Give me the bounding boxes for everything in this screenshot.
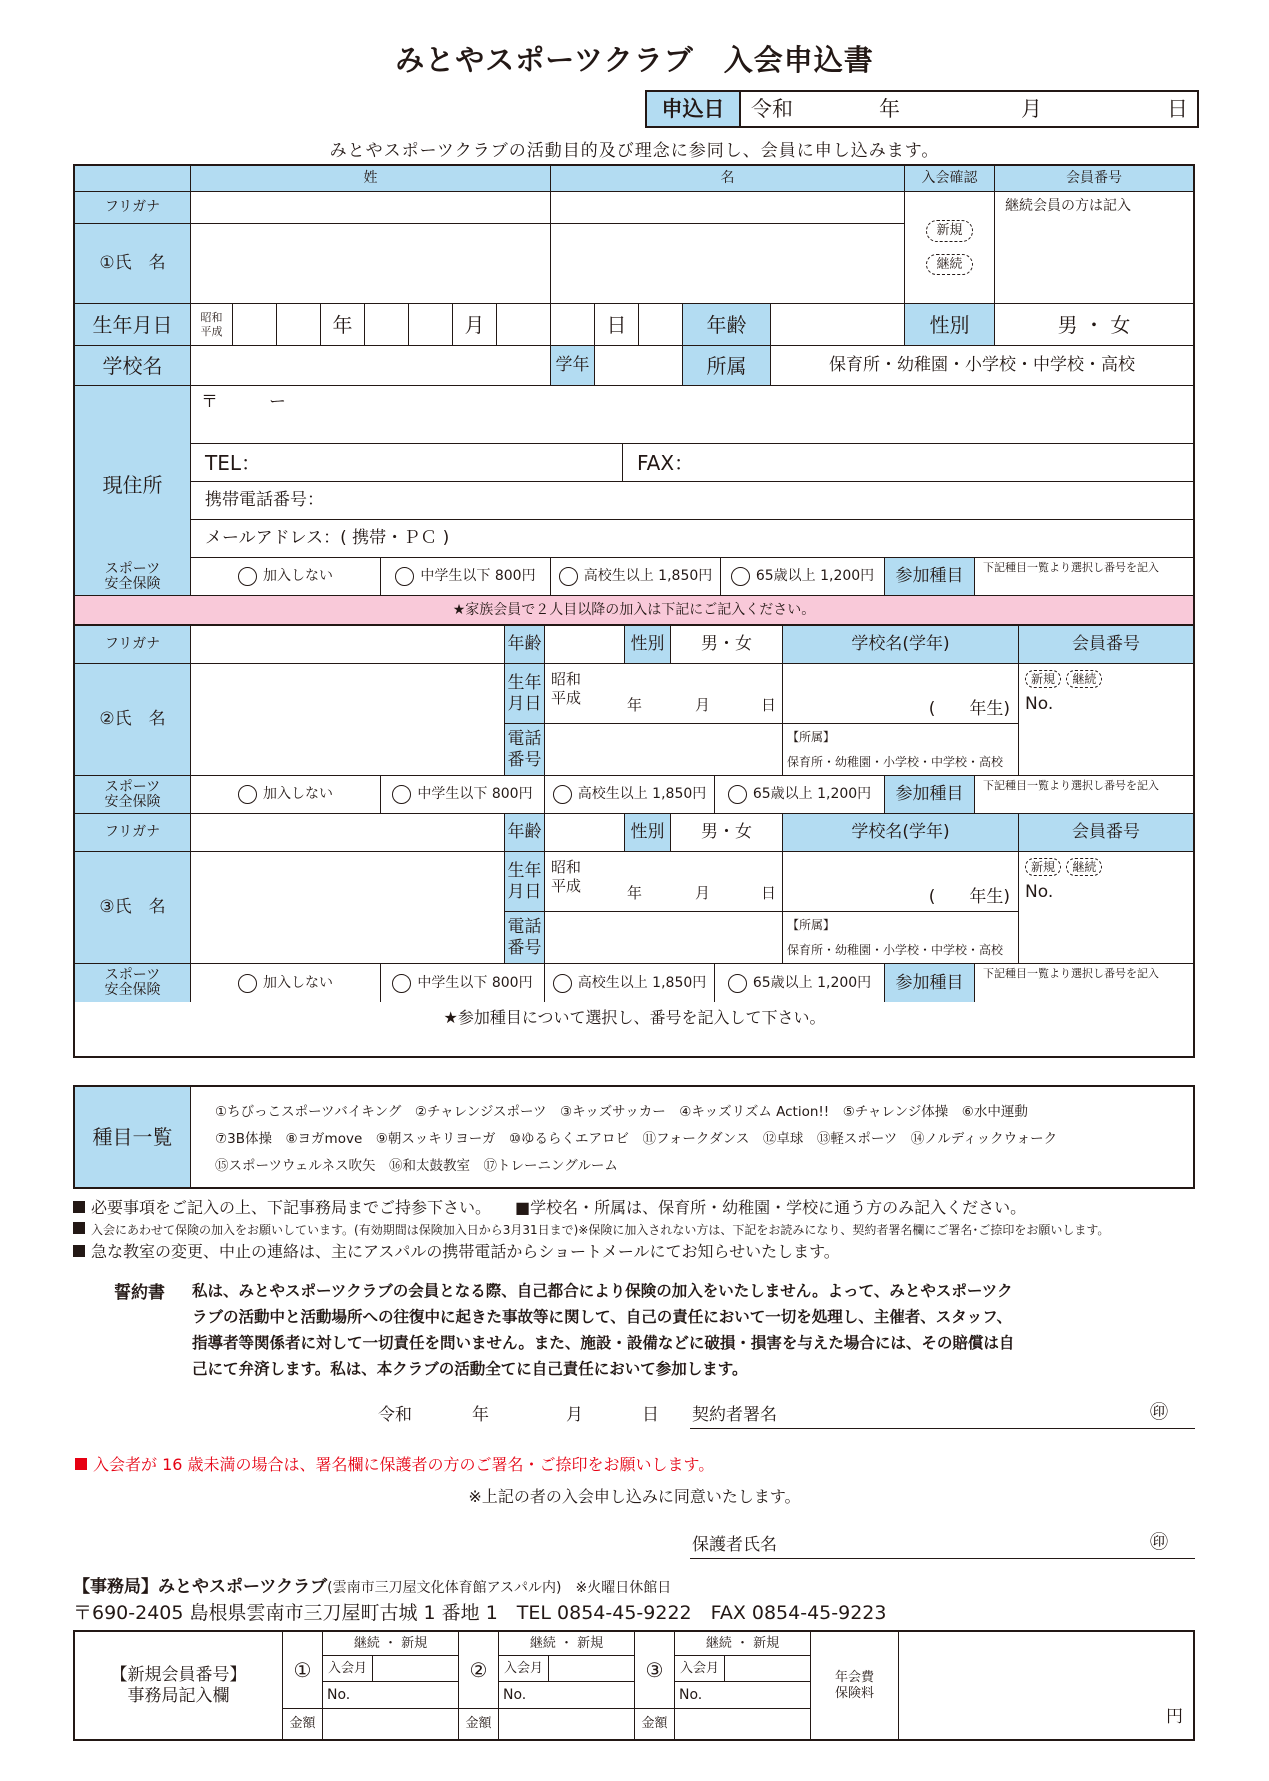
radio-icon bbox=[553, 785, 572, 804]
age-field-2[interactable] bbox=[545, 626, 625, 664]
address-label: 現住所 bbox=[75, 386, 191, 584]
office-no-1[interactable]: No. bbox=[323, 1682, 459, 1709]
guardian-label: 保護者氏名 bbox=[692, 1535, 777, 1555]
gender-choice-3[interactable]: 男・女 bbox=[671, 814, 783, 852]
minor-note: 入会者が 16 歳未満の場合は、署名欄に保護者の方のご署名・ご捺印をお願いします。 bbox=[75, 1452, 714, 1475]
office-join-field-1[interactable] bbox=[373, 1656, 459, 1682]
birth-day-digit[interactable] bbox=[497, 304, 551, 346]
office-cont-new-2[interactable]: 継続 ・ 新規 bbox=[499, 1632, 635, 1656]
birth-month-digit[interactable] bbox=[409, 304, 453, 346]
office-num-2: ② bbox=[459, 1632, 499, 1709]
office-table-title: 【新規会員番号】 事務局記入欄 bbox=[75, 1632, 283, 1739]
office-amount-field-1[interactable] bbox=[323, 1709, 459, 1739]
furigana-sei-field[interactable] bbox=[191, 192, 551, 224]
events-line: ⑮スポーツウェルネス吹矢 ⑯和太鼓教室 ⑰トレーニングルーム bbox=[215, 1158, 618, 1174]
era-cell: 昭和 平成 bbox=[191, 304, 233, 346]
square-bullet-icon bbox=[73, 1201, 85, 1213]
square-bullet-icon bbox=[73, 1222, 85, 1234]
radio-icon bbox=[238, 974, 257, 993]
birth-month-digit[interactable] bbox=[365, 304, 409, 346]
birth-year-unit: 年 bbox=[321, 304, 365, 346]
radio-icon bbox=[553, 974, 572, 993]
phone-field-3[interactable] bbox=[545, 912, 783, 964]
insurance-none-option-2[interactable]: 加入しない bbox=[191, 776, 381, 814]
office-num-3: ③ bbox=[635, 1632, 675, 1709]
member-no-label-2: 会員番号 bbox=[1019, 626, 1193, 664]
age-label: 年齢 bbox=[683, 304, 771, 346]
note-3: 急な教室の変更、中止の連絡は、主にアスパルの携帯電話からショートメールにてお知らせいたします。 bbox=[73, 1241, 1109, 1263]
insurance-senior-option-3[interactable]: 高校生以上 1,850円 bbox=[545, 964, 715, 1002]
gender-label-2: 性別 bbox=[625, 626, 671, 664]
radio-icon bbox=[392, 974, 411, 993]
office-cont-new-3[interactable]: 継続 ・ 新規 bbox=[675, 1632, 811, 1656]
sig-day: 日 bbox=[642, 1405, 659, 1425]
name-field-2[interactable] bbox=[191, 664, 505, 776]
insurance-junior-option[interactable]: 中学生以下 800円 bbox=[381, 558, 551, 596]
phone-field-2[interactable] bbox=[545, 724, 783, 776]
page-title: みとやスポーツクラブ 入会申込書 bbox=[395, 43, 874, 77]
office-amount-field-2[interactable] bbox=[499, 1709, 635, 1739]
school-label-3: 学校名(学年) bbox=[783, 814, 1019, 852]
gender-label: 性別 bbox=[905, 304, 995, 346]
insurance-none-option[interactable]: 加入しない bbox=[191, 558, 381, 596]
events-table bbox=[73, 1085, 1195, 1189]
notes bbox=[73, 1197, 1109, 1263]
square-bullet-icon bbox=[75, 1458, 87, 1470]
sig-month: 月 bbox=[566, 1405, 583, 1425]
email-field[interactable]: メールアドレス：( 携帯・ＰＣ ) bbox=[191, 520, 1193, 558]
events-line: ⑦3B体操 ⑧ヨガmove ⑨朝スッキリヨーガ ⑩ゆるらくエアロビ ⑪フォークダンス ⑫卓球 ⑬軽スポーツ ⑭ノルディックウォーク bbox=[215, 1131, 1058, 1147]
member-no-label-3: 会員番号 bbox=[1019, 814, 1193, 852]
note-2: 入会にあわせて保険の加入をお願いしています。(有効期間は保険加入日から3月31日まで)※保険に加入されない方は、下記をお読みになり、契約者署名欄にご署名･ご捺印をお願いします。 bbox=[73, 1219, 1109, 1241]
date-day: 日 bbox=[1167, 97, 1188, 121]
birth-year-digit[interactable] bbox=[233, 304, 277, 346]
insurance-label-2: スポーツ 安全保険 bbox=[75, 776, 191, 814]
furigana-label: フリガナ bbox=[75, 192, 191, 224]
postal-address-field[interactable]: 〒 ー bbox=[191, 386, 1193, 444]
radio-icon bbox=[238, 567, 257, 586]
gender-choice-2[interactable]: 男・女 bbox=[671, 626, 783, 664]
radio-icon bbox=[238, 785, 257, 804]
name-label-3: ③氏 名 bbox=[75, 852, 191, 964]
events-label: 種目一覧 bbox=[75, 1087, 191, 1187]
radio-icon bbox=[559, 567, 578, 586]
grade-label: 学年 bbox=[551, 346, 595, 386]
name-label-2: ②氏 名 bbox=[75, 664, 191, 776]
family-banner: ★家族会員で２人目以降の加入は下記にご記入ください。 bbox=[75, 596, 1193, 624]
furigana-field-2[interactable] bbox=[191, 626, 505, 664]
application-date-box bbox=[645, 90, 1199, 128]
phone-label-3: 電話 番号 bbox=[505, 912, 545, 964]
office-amount-field-3[interactable] bbox=[675, 1709, 811, 1739]
insurance-65-option-3[interactable]: 65歳以上 1,200円 bbox=[715, 964, 885, 1002]
office-join-2: 入会月 bbox=[499, 1656, 549, 1682]
insurance-label-3: スポーツ 安全保険 bbox=[75, 964, 191, 1002]
pledge-label: 誓約書 bbox=[114, 1283, 165, 1303]
phone-label-2: 電話 番号 bbox=[505, 724, 545, 776]
office-join-1: 入会月 bbox=[323, 1656, 373, 1682]
event-field[interactable]: 下記種目一覧より選択し番号を記入 bbox=[975, 558, 1193, 596]
office-fee-field[interactable]: 円 bbox=[1166, 1706, 1183, 1727]
birth-label-2: 生年 月日 bbox=[505, 664, 545, 724]
event-label-2: 参加種目 bbox=[885, 776, 975, 814]
member-no-field-2[interactable]: 新規 継続 No. bbox=[1019, 664, 1193, 776]
header-confirm: 入会確認 bbox=[905, 166, 995, 192]
sig-era: 令和 bbox=[378, 1405, 412, 1425]
furigana-label-2: フリガナ bbox=[75, 626, 191, 664]
birth-field-2[interactable]: 昭和 平成 年 月 日 bbox=[545, 664, 783, 724]
seal-icon: ㊞ bbox=[1150, 1532, 1168, 1553]
header-sei: 姓 bbox=[191, 166, 551, 192]
furigana-label-3: フリガナ bbox=[75, 814, 191, 852]
age-field[interactable] bbox=[771, 304, 905, 346]
event-field-2[interactable]: 下記種目一覧より選択し番号を記入 bbox=[975, 776, 1193, 814]
furigana-mei-field[interactable] bbox=[551, 192, 905, 224]
seal-icon: ㊞ bbox=[1150, 1402, 1168, 1423]
event-field-3[interactable]: 下記種目一覧より選択し番号を記入 bbox=[983, 967, 1159, 980]
school-field-2[interactable]: ( 年生) bbox=[783, 664, 1019, 724]
name-label: ①氏 名 bbox=[75, 224, 191, 304]
office-cont-new-1[interactable]: 継続 ・ 新規 bbox=[323, 1632, 459, 1656]
date-year: 年 bbox=[879, 97, 900, 121]
sig-year: 年 bbox=[472, 1405, 489, 1425]
consent-text: ※上記の者の入会申し込みに同意いたします。 bbox=[468, 1487, 801, 1506]
birth-month-unit: 月 bbox=[453, 304, 497, 346]
name-field-3[interactable] bbox=[191, 852, 505, 964]
signature-line[interactable] bbox=[690, 1428, 1195, 1429]
family-member-table bbox=[73, 624, 1195, 1058]
insurance-junior-option-2[interactable]: 中学生以下 800円 bbox=[381, 776, 545, 814]
school-field-3[interactable]: ( 年生) bbox=[783, 852, 1019, 912]
birth-label: 生年月日 bbox=[75, 304, 191, 346]
signature-label: 契約者署名 bbox=[692, 1405, 777, 1425]
radio-icon bbox=[728, 974, 747, 993]
affiliation-choice[interactable]: 保育所・幼稚園・小学校・中学校・高校 bbox=[771, 346, 1193, 386]
mobile-field[interactable]: 携帯電話番号： bbox=[191, 482, 1193, 520]
office-table bbox=[73, 1630, 1195, 1741]
office-amount-2: 金額 bbox=[459, 1709, 499, 1739]
age-field-3[interactable] bbox=[545, 814, 625, 852]
affiliation-field-2[interactable]: 【所属】 保育所・幼稚園・小学校・中学校・高校 bbox=[783, 724, 1019, 776]
header-member-no: 会員番号 bbox=[995, 166, 1193, 192]
guardian-line[interactable] bbox=[690, 1558, 1195, 1559]
radio-icon bbox=[392, 785, 411, 804]
age-label-3: 年齢 bbox=[505, 814, 545, 852]
insurance-junior-option-3[interactable]: 中学生以下 800円 bbox=[381, 964, 545, 1002]
school-label: 学校名 bbox=[75, 346, 191, 386]
birth-year-digit[interactable] bbox=[277, 304, 321, 346]
furigana-field-3[interactable] bbox=[191, 814, 505, 852]
insurance-65-option[interactable]: 65歳以上 1,200円 bbox=[721, 558, 885, 596]
pledge-text: 私は、みとやスポーツクラブの会員となる際、自己都合により保険の加入をいたしません。よって、みとやスポーツク ラブの活動中と活動場所への往復中に起きた事故等に関して、自己の責任において一切を処理し、主催者、スタッフ、 指導者等関係者に対して一切責任を問いません。また、施設・設備などに破損・損害を与えた場合には、その賠償は自 己にて弁済します。私は、本クラブの活動全てに自己責任において参加します。 bbox=[192, 1282, 1015, 1378]
member-no-field-3[interactable]: 新規 継続 No. bbox=[1019, 852, 1193, 964]
insurance-senior-option-2[interactable]: 高校生以上 1,850円 bbox=[545, 776, 715, 814]
fax-field[interactable]: FAX： bbox=[623, 444, 1193, 482]
event-label: 参加種目 bbox=[885, 558, 975, 596]
affiliation-field-3[interactable]: 【所属】 保育所・幼稚園・小学校・中学校・高校 bbox=[783, 912, 1019, 964]
birth-day-digit[interactable] bbox=[639, 304, 683, 346]
age-label-2: 年齢 bbox=[505, 626, 545, 664]
application-date-label: 申込日 bbox=[647, 92, 741, 126]
name-mei-field[interactable] bbox=[551, 224, 905, 304]
events-list bbox=[215, 1099, 1057, 1180]
event-label-3: 参加種目 bbox=[885, 964, 975, 1002]
name-sei-field[interactable] bbox=[191, 224, 551, 304]
event-select-note: ★参加種目について選択し、番号を記入して下さい。 bbox=[443, 1008, 826, 1027]
office-no-3[interactable]: No. bbox=[675, 1682, 811, 1709]
header-mei: 名 bbox=[551, 166, 905, 192]
continue-option[interactable]: 継続 bbox=[926, 254, 972, 276]
insurance-65-option-2[interactable]: 65歳以上 1,200円 bbox=[715, 776, 885, 814]
gender-label-3: 性別 bbox=[625, 814, 671, 852]
school-field[interactable] bbox=[191, 346, 551, 386]
office-join-field-2[interactable] bbox=[549, 1656, 635, 1682]
office-num-1: ① bbox=[283, 1632, 323, 1709]
square-bullet-icon bbox=[73, 1245, 85, 1257]
main-applicant-table bbox=[73, 164, 1195, 626]
date-month: 月 bbox=[1021, 97, 1042, 121]
member-no-field[interactable]: 継続会員の方は記入 bbox=[995, 192, 1193, 304]
office-no-2[interactable]: No. bbox=[499, 1682, 635, 1709]
office-line-2: 〒690-2405 島根県雲南市三刀屋町古城 1 番地 1 TEL 0854-45-9222 FAX 0854-45-9223 bbox=[73, 1602, 887, 1624]
office-fee-label: 年会費 保険料 bbox=[811, 1632, 899, 1739]
office-line-1: 【事務局】みとやスポーツクラブ(雲南市三刀屋文化体育館アスパル内) ※火曜日休館日 bbox=[73, 1577, 672, 1597]
school-label-2: 学校名(学年) bbox=[783, 626, 1019, 664]
radio-icon bbox=[395, 567, 414, 586]
radio-icon bbox=[728, 785, 747, 804]
insurance-none-option-3[interactable]: 加入しない bbox=[191, 964, 381, 1002]
events-line: ①ちびっこスポーツバイキング ②チャレンジスポーツ ③キッズサッカー ④キッズリズム Action!! ⑤チャレンジ体操 ⑥水中運動 bbox=[215, 1104, 1028, 1120]
note-1: 必要事項をご記入の上、下記事務局までご持参下さい。 ■学校名・所属は、保育所・幼稚園・学校に通う方のみ記入ください。 bbox=[73, 1197, 1109, 1219]
birth-field-3[interactable]: 昭和 平成 年 月 日 bbox=[545, 852, 783, 912]
intro-text: みとやスポーツクラブの活動目的及び理念に参同し、会員に申し込みます。 bbox=[329, 141, 940, 161]
date-era: 令和 bbox=[751, 97, 793, 121]
insurance-senior-option[interactable]: 高校生以上 1,850円 bbox=[551, 558, 721, 596]
insurance-label: スポーツ 安全保険 bbox=[75, 558, 191, 596]
new-option[interactable]: 新規 bbox=[926, 220, 972, 242]
tel-field[interactable]: TEL： bbox=[191, 444, 623, 482]
confirm-cell bbox=[905, 192, 995, 304]
office-amount-3: 金額 bbox=[635, 1709, 675, 1739]
office-amount-1: 金額 bbox=[283, 1709, 323, 1739]
office-join-field-3[interactable] bbox=[725, 1656, 811, 1682]
grade-field[interactable] bbox=[595, 346, 683, 386]
birth-day-unit: 日 bbox=[595, 304, 639, 346]
gender-choice[interactable]: 男 ・ 女 bbox=[995, 304, 1193, 346]
affiliation-label: 所属 bbox=[683, 346, 771, 386]
office-join-3: 入会月 bbox=[675, 1656, 725, 1682]
birth-day-digit[interactable] bbox=[551, 304, 595, 346]
radio-icon bbox=[731, 567, 750, 586]
birth-label-3: 生年 月日 bbox=[505, 852, 545, 912]
